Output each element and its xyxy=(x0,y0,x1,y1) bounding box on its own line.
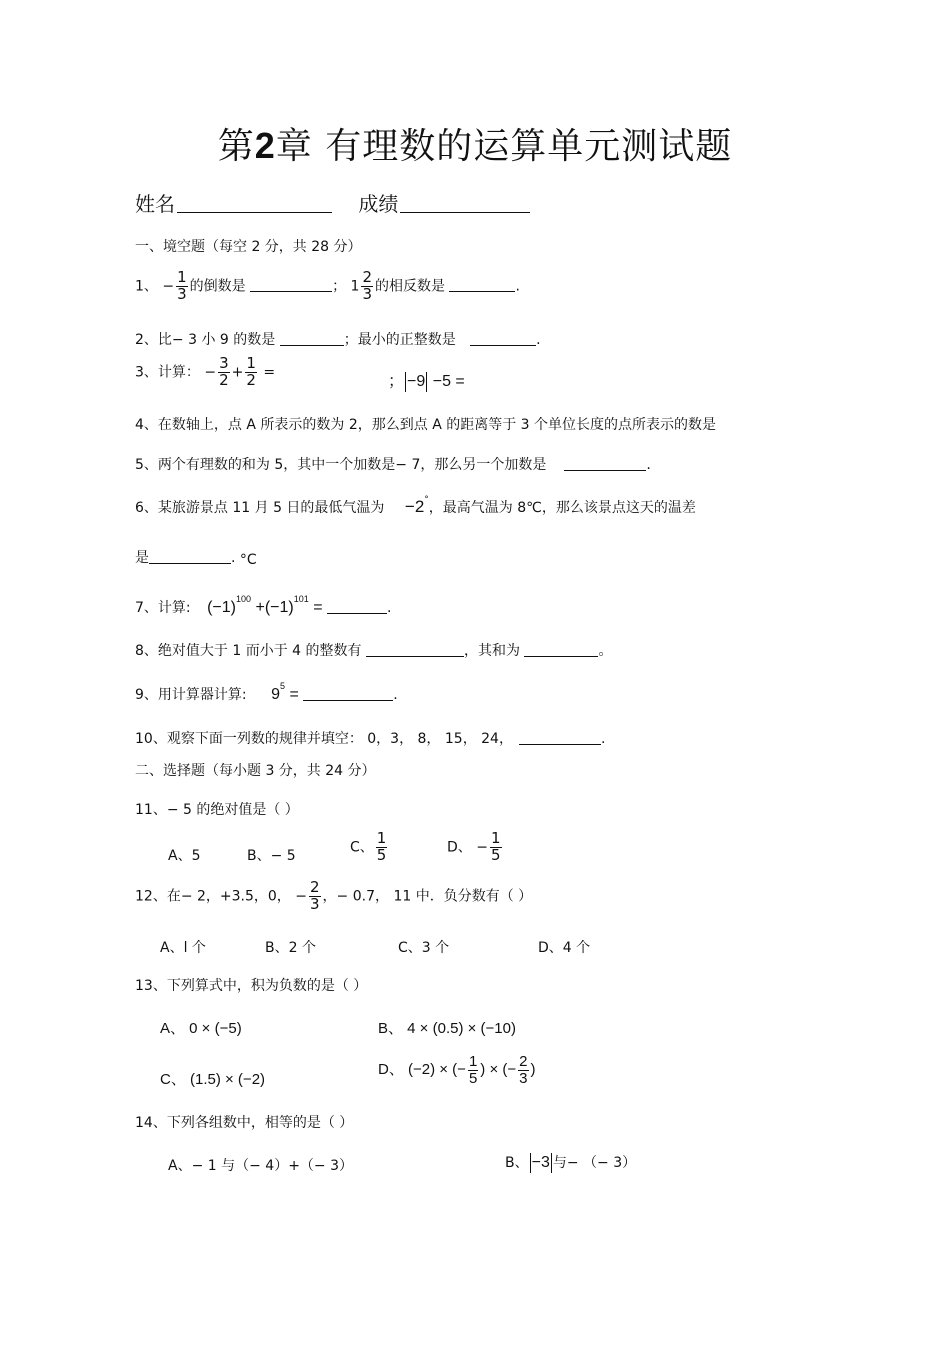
question-14-stem: 14、下列各组数中，相等的是（ ） xyxy=(135,1115,354,1131)
abs-bar xyxy=(426,372,427,392)
answer-blank[interactable] xyxy=(280,327,344,346)
answer-blank[interactable] xyxy=(564,452,646,471)
question-2: 2、比− 3 小 9 的数是 ；最小的正整数是 . xyxy=(135,327,541,349)
abs-bar xyxy=(551,1153,552,1173)
answer-blank[interactable] xyxy=(250,273,332,292)
question-11-option-b[interactable]: B、− 5 xyxy=(247,848,296,864)
question-12-option-a[interactable]: A、l 个 xyxy=(160,940,206,956)
question-6-continued: 是 . °C xyxy=(135,545,257,567)
fraction: $\frac{1}{3}$ xyxy=(177,268,187,303)
question-12-option-d[interactable]: D、4 个 xyxy=(538,940,591,956)
question-5: 5、两个有理数的和为 5，其中一个加数是− 7，那么另一个加数是 . xyxy=(135,452,651,474)
answer-blank[interactable] xyxy=(366,638,464,657)
fraction: $\frac{2}{3}$ xyxy=(310,878,320,913)
answer-blank[interactable] xyxy=(303,682,393,701)
question-13-option-d[interactable]: D、 (−2) × (− $\frac{1}{5}$ ) × (− $\frac{2}{3}$ ) xyxy=(378,1053,536,1087)
question-1: 1、 − $\frac{1}{3}$ 的倒数是 ； 1 $\frac{2}{3}$ 的相反数是 . xyxy=(135,268,520,303)
abs-bar xyxy=(530,1153,531,1173)
question-14-option-a[interactable]: A、− 1 与（− 4）+（− 3） xyxy=(168,1158,354,1174)
question-13-option-a[interactable]: A、 0 × (−5) xyxy=(160,1020,242,1037)
answer-blank[interactable] xyxy=(524,638,598,657)
fraction: $\frac{1}{5}$ xyxy=(468,1053,478,1087)
question-8: 8、绝对值大于 1 而小于 4 的整数有 ，其和为 。 xyxy=(135,638,612,660)
answer-blank[interactable] xyxy=(449,273,515,292)
fraction: $\frac{2}{3}$ xyxy=(362,268,372,303)
question-4: 4、在数轴上，点 A 所表示的数为 2，那么到点 A 的距离等于 3 个单位长度的点所表示的数是 xyxy=(135,417,717,433)
fraction: $\frac{1}{2}$ xyxy=(246,354,256,389)
section-fill-blank-heading: 一、境空题（每空 2 分，共 28 分） xyxy=(135,239,362,255)
question-10: 10、观察下面一列数的规律并填空： 0，3， 8， 15， 24， . xyxy=(135,726,605,748)
question-14-option-b[interactable]: B、 −3 与− （− 3） xyxy=(505,1154,637,1171)
question-11-option-a[interactable]: A、5 xyxy=(168,848,201,864)
question-11-stem: 11、− 5 的绝对值是（ ） xyxy=(135,802,299,818)
name-score-line xyxy=(135,188,530,217)
question-13-stem: 13、下列算式中，积为负数的是（ ） xyxy=(135,978,368,994)
question-11-option-c[interactable]: C、 $\frac{1}{5}$ xyxy=(350,829,387,864)
question-11-option-d[interactable]: D、 − $\frac{1}{5}$ xyxy=(447,829,501,864)
question-13-option-b[interactable]: B、 4 × (0.5) × (−10) xyxy=(378,1020,516,1037)
question-12-stem: 12、在− 2，+3.5，0， − $\frac{2}{3}$ ，− 0.7， 11 中．负分数有（ ） xyxy=(135,878,533,913)
question-12-option-b[interactable]: B、2 个 xyxy=(265,940,316,956)
name-blank[interactable] xyxy=(177,194,332,213)
question-3: 3、计算： − $\frac{3}{2}$ + $\frac{1}{2}$ = xyxy=(135,354,276,389)
score-label: 成绩 xyxy=(358,192,399,216)
fraction: $\frac{1}{5}$ xyxy=(490,829,501,864)
fraction: $\frac{2}{3}$ xyxy=(519,1053,528,1087)
score-blank[interactable] xyxy=(400,194,530,213)
abs-bar xyxy=(405,372,406,392)
question-13-option-c[interactable]: C、 (1.5) × (−2) xyxy=(160,1071,266,1088)
answer-blank[interactable] xyxy=(470,327,536,346)
question-7: 7、计算: $(-1)^{100} +(-1)^{101}$ = . xyxy=(135,594,392,616)
answer-blank[interactable] xyxy=(519,726,601,745)
question-9: 9、用计算器计算: $9^5$ = . xyxy=(135,681,398,703)
page-title: 第2章 有理数的运算单元测试题 xyxy=(217,125,733,167)
section-multiple-choice-heading: 二、选择题（每小题 3 分，共 24 分） xyxy=(135,763,376,779)
question-3-part-2: ； −9 −5 = xyxy=(388,373,465,390)
answer-blank[interactable] xyxy=(149,545,231,564)
answer-blank[interactable] xyxy=(327,595,387,614)
fraction: $\frac{1}{5}$ xyxy=(376,829,387,864)
question-12-option-c[interactable]: C、3 个 xyxy=(398,940,450,956)
question-6: 6、某旅游景点 11 月 5 日的最低气温为 −2°，最高气温为 8℃，那么该景点这天的温差 xyxy=(135,495,696,516)
name-label: 姓名 xyxy=(135,192,175,216)
fraction: $\frac{3}{2}$ xyxy=(219,354,229,389)
